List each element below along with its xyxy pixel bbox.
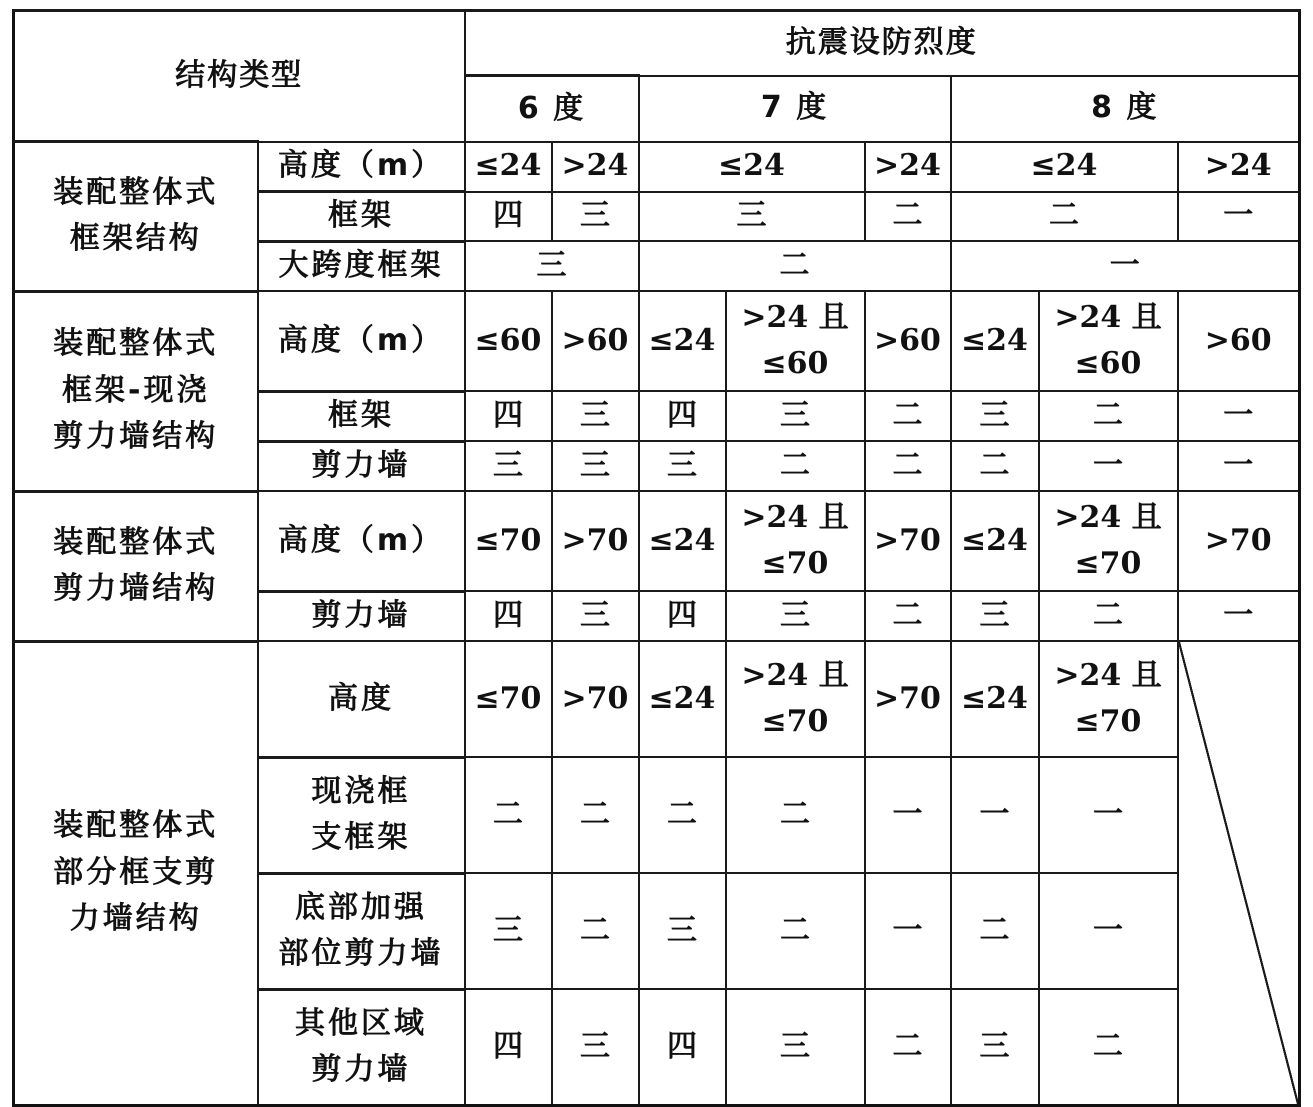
sec4-other-c3: 四 <box>639 989 726 1105</box>
sec3-h-8-le: ≤24 <box>951 491 1039 591</box>
sec2-wall-label: 剪力墙 <box>258 441 465 491</box>
sec4-bottom-c1: 三 <box>465 873 552 989</box>
degree-7-header: 7 度 <box>639 76 951 142</box>
sec1-frame-6-gt: 三 <box>552 192 639 242</box>
sec2-h-6-gt: >60 <box>552 291 639 391</box>
sec2-wall-c3: 三 <box>639 441 726 491</box>
sec2-h-6-le: ≤60 <box>465 291 552 391</box>
sec4-transfer-c5: 一 <box>865 757 951 873</box>
sec4-transfer-label-line2: 支框架 <box>311 820 411 855</box>
sec4-transfer-c6: 一 <box>951 757 1039 873</box>
sec3-h-8-mid <box>1039 491 1178 591</box>
sec4-bottom-c5: 一 <box>865 873 951 989</box>
sec4-transfer-c7: 一 <box>1039 757 1178 873</box>
sec2-frame-c1: 四 <box>465 391 552 441</box>
sec2-wall-c2: 三 <box>552 441 639 491</box>
sec4-bottom-c7: 一 <box>1039 873 1178 989</box>
sec4-other-c6: 三 <box>951 989 1039 1105</box>
sec2-wall-c1: 三 <box>465 441 552 491</box>
sec1-frame-6-le: 四 <box>465 192 552 242</box>
sec3-wall-c4: 三 <box>726 591 865 641</box>
not-applicable-diagonal-cell <box>1178 641 1300 1105</box>
sec2-wall-c8: 一 <box>1178 441 1300 491</box>
sec4-bottom-c6: 二 <box>951 873 1039 989</box>
sec2-frame-c5: 二 <box>865 391 951 441</box>
sec3-h-8-gt: >70 <box>1178 491 1300 591</box>
sec2-name-line3: 剪力墙结构 <box>53 419 219 455</box>
sec3-h-7-mid-line1: >24 且 <box>741 499 849 535</box>
sec1-height-label: 高度（m） <box>258 142 465 192</box>
sec3-h-6-le: ≤70 <box>465 491 552 591</box>
sec2-h-8-gt: >60 <box>1178 291 1300 391</box>
sec3-height-row <box>14 491 1300 591</box>
sec3-h-8-mid-line1: >24 且 <box>1054 499 1162 535</box>
sec4-h-8-mid <box>1039 641 1178 757</box>
sec2-wall-c5: 二 <box>865 441 951 491</box>
sec2-h-8-mid <box>1039 291 1178 391</box>
sec4-h-8-le: ≤24 <box>951 641 1039 757</box>
sec2-h-8-mid-line2: ≤60 <box>1074 346 1142 381</box>
sec1-largespan-8: 一 <box>951 241 1300 291</box>
sec1-frame-7-gt: 二 <box>865 192 951 242</box>
sec4-h-8-mid-line1: >24 且 <box>1054 657 1162 693</box>
sec3-wall-c1: 四 <box>465 591 552 641</box>
sec4-h-6-le: ≤70 <box>465 641 552 757</box>
sec4-h-6-gt: >70 <box>552 641 639 757</box>
sec4-h-7-mid-line1: >24 且 <box>741 657 849 693</box>
sec2-h-7-le: ≤24 <box>639 291 726 391</box>
sec2-frame-c6: 三 <box>951 391 1039 441</box>
sec2-name-line2: 框架-现浇 <box>62 372 210 408</box>
sec4-name-line1: 装配整体式 <box>53 808 219 844</box>
sec1-name-line1: 装配整体式 <box>53 174 219 210</box>
sec3-name-line1: 装配整体式 <box>53 524 219 560</box>
sec4-bottom-label <box>258 873 465 989</box>
degree-6-header: 6 度 <box>465 76 639 142</box>
sec3-wall-c3: 四 <box>639 591 726 641</box>
sec1-h-6-gt: >24 <box>552 142 639 192</box>
sec3-h-8-mid-line2: ≤70 <box>1074 546 1142 581</box>
sec2-name-line1: 装配整体式 <box>53 326 219 362</box>
sec4-other-c4: 三 <box>726 989 865 1105</box>
sec2-frame-c3: 四 <box>639 391 726 441</box>
sec3-wall-c6: 三 <box>951 591 1039 641</box>
sec2-wall-c4: 二 <box>726 441 865 491</box>
sec4-h-7-mid-line2: ≤70 <box>761 704 829 739</box>
sec3-wall-c8: 一 <box>1178 591 1300 641</box>
sec2-structure-name <box>14 291 258 491</box>
sec1-height-row <box>14 142 1300 192</box>
sec2-frame-label: 框架 <box>258 391 465 441</box>
sec4-h-7-mid <box>726 641 865 757</box>
sec4-bottom-c3: 三 <box>639 873 726 989</box>
sec4-bottom-label-line2: 部位剪力墙 <box>278 936 444 971</box>
sec1-h-7-le: ≤24 <box>639 142 865 192</box>
sec4-h-8-mid-line2: ≤70 <box>1074 704 1142 739</box>
sec4-other-label-line1: 其他区域 <box>295 1005 427 1041</box>
sec2-wall-c6: 二 <box>951 441 1039 491</box>
sec2-h-8-mid-line1: >24 且 <box>1054 299 1162 335</box>
seismic-grade-table-container <box>12 9 1298 1102</box>
sec4-name-line3: 力墙结构 <box>69 901 202 937</box>
sec1-frame-8-gt: 一 <box>1178 192 1300 242</box>
structure-type-header: 结构类型 <box>14 11 465 142</box>
sec2-h-7-mid <box>726 291 865 391</box>
sec4-h-7-le: ≤24 <box>639 641 726 757</box>
sec3-wall-c7: 二 <box>1039 591 1178 641</box>
sec3-h-6-gt: >70 <box>552 491 639 591</box>
sec4-other-c5: 二 <box>865 989 951 1105</box>
sec1-largespan-6: 三 <box>465 241 639 291</box>
sec2-frame-c8: 一 <box>1178 391 1300 441</box>
sec2-frame-c2: 三 <box>552 391 639 441</box>
sec1-largespan-label: 大跨度框架 <box>258 241 465 291</box>
sec3-wall-c2: 三 <box>552 591 639 641</box>
sec1-frame-8-le: 二 <box>951 192 1178 242</box>
sec2-height-label: 高度（m） <box>258 291 465 391</box>
sec2-h-7-gt: >60 <box>865 291 951 391</box>
sec1-h-8-gt: >24 <box>1178 142 1300 192</box>
sec4-bottom-c4: 二 <box>726 873 865 989</box>
sec3-h-7-mid-line2: ≤70 <box>761 546 829 581</box>
sec4-structure-name <box>14 641 258 1105</box>
sec3-h-7-gt: >70 <box>865 491 951 591</box>
sec4-other-label-line2: 剪力墙 <box>311 1052 411 1087</box>
sec2-height-row <box>14 291 1300 391</box>
sec3-wall-label: 剪力墙 <box>258 591 465 641</box>
sec4-transfer-c4: 二 <box>726 757 865 873</box>
sec4-bottom-label-line1: 底部加强 <box>295 889 427 925</box>
intensity-header: 抗震设防烈度 <box>465 11 1300 76</box>
sec2-frame-c7: 二 <box>1039 391 1178 441</box>
sec3-height-label: 高度（m） <box>258 491 465 591</box>
sec1-largespan-7: 二 <box>639 241 951 291</box>
sec2-h-7-mid-line2: ≤60 <box>761 346 829 381</box>
sec3-wall-c5: 二 <box>865 591 951 641</box>
seismic-grade-table <box>12 9 1301 1107</box>
sec4-other-label <box>258 989 465 1105</box>
sec4-bottom-c2: 二 <box>552 873 639 989</box>
sec4-other-c1: 四 <box>465 989 552 1105</box>
sec1-frame-7-le: 三 <box>639 192 865 242</box>
sec2-wall-c7: 一 <box>1039 441 1178 491</box>
sec4-transfer-c2: 二 <box>552 757 639 873</box>
degree-8-header: 8 度 <box>951 76 1300 142</box>
sec4-transfer-c1: 二 <box>465 757 552 873</box>
sec4-height-label: 高度 <box>258 641 465 757</box>
sec4-transfer-label <box>258 757 465 873</box>
sec2-h-8-le: ≤24 <box>951 291 1039 391</box>
sec4-h-7-gt: >70 <box>865 641 951 757</box>
sec1-h-8-le: ≤24 <box>951 142 1178 192</box>
sec4-other-c2: 三 <box>552 989 639 1105</box>
sec4-height-row <box>14 641 1300 757</box>
sec2-frame-c4: 三 <box>726 391 865 441</box>
sec2-h-7-mid-line1: >24 且 <box>741 299 849 335</box>
sec1-frame-label: 框架 <box>258 192 465 242</box>
sec4-transfer-c3: 二 <box>639 757 726 873</box>
sec1-h-6-le: ≤24 <box>465 142 552 192</box>
sec4-transfer-label-line1: 现浇框 <box>311 773 411 809</box>
sec3-structure-name <box>14 491 258 641</box>
header-row-1 <box>14 11 1300 76</box>
sec1-h-7-gt: >24 <box>865 142 951 192</box>
sec1-structure-name <box>14 142 258 292</box>
sec3-h-7-mid <box>726 491 865 591</box>
sec4-other-c7: 二 <box>1039 989 1178 1105</box>
sec3-h-7-le: ≤24 <box>639 491 726 591</box>
sec4-name-line2: 部分框支剪 <box>53 854 219 890</box>
sec1-name-line2: 框架结构 <box>69 221 202 257</box>
sec3-name-line2: 剪力墙结构 <box>53 571 219 606</box>
